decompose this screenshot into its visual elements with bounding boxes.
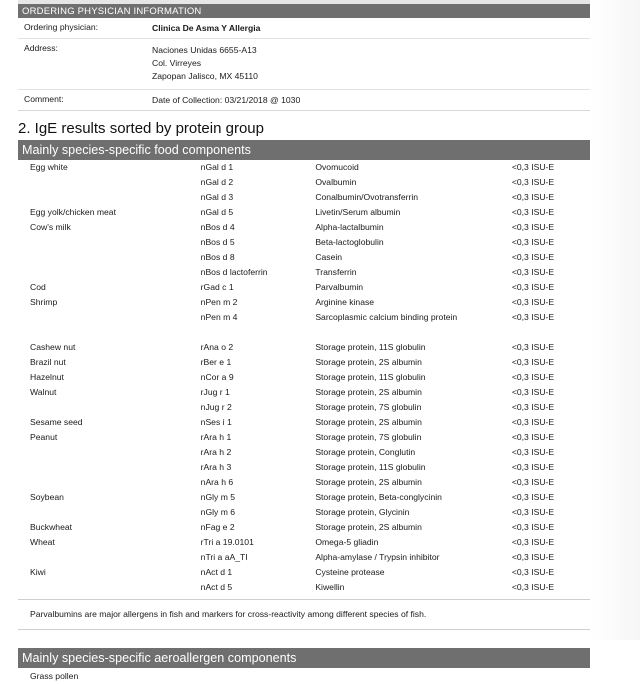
result-value: <0,3 ISU-E xyxy=(511,582,555,592)
result-value: <0,3 ISU-E xyxy=(511,462,555,472)
table-row xyxy=(18,190,590,205)
protein-name: Storage protein, 2S albumin xyxy=(315,357,422,367)
food-name: Wheat xyxy=(30,537,55,547)
result-value: <0,3 ISU-E xyxy=(511,477,555,487)
protein-name: Omega-5 gliadin xyxy=(315,537,379,547)
food-name xyxy=(18,460,201,475)
result-value: <0,3 ISU-E xyxy=(511,282,555,292)
table-row xyxy=(18,175,590,190)
protein-name: Storage protein, 2S albumin xyxy=(315,417,422,427)
component-code: nAct d 5 xyxy=(200,582,233,592)
result-value: <0,3 ISU-E xyxy=(511,207,555,217)
address-value xyxy=(152,39,590,89)
component-code: nBos d 4 xyxy=(200,222,235,232)
protein-name: Storage protein, Conglutin xyxy=(315,447,416,457)
table-row xyxy=(18,550,590,565)
table-row xyxy=(18,535,590,550)
info-line: Date of Collection: 03/21/2018 @ 1030 xyxy=(152,95,301,105)
food-name: Walnut xyxy=(30,387,57,397)
component-code: rJug r 1 xyxy=(200,387,230,397)
component-code: nSes i 1 xyxy=(200,417,232,427)
food-name: Egg yolk/chicken meat xyxy=(30,207,116,217)
info-row-comment xyxy=(18,90,590,110)
component-code: nGal d 1 xyxy=(200,162,234,172)
food-name xyxy=(18,235,201,250)
table-row xyxy=(18,490,590,505)
info-line: Zapopan Jalisco, MX 45110 xyxy=(152,71,258,81)
protein-name: Cysteine protease xyxy=(315,567,385,577)
food-section-header: Mainly species-specific food components xyxy=(18,140,590,160)
food-name: Sesame seed xyxy=(30,417,83,427)
food-name xyxy=(18,175,201,190)
result-value: <0,3 ISU-E xyxy=(511,447,555,457)
result-value: <0,3 ISU-E xyxy=(511,537,555,547)
component-code: nBos d 5 xyxy=(200,237,235,247)
component-code: nTri a aA_TI xyxy=(200,552,248,562)
table-row xyxy=(18,310,590,340)
component-code: nAra h 6 xyxy=(200,477,234,487)
comment-value xyxy=(152,90,590,110)
protein-name: Storage protein, Glycinin xyxy=(315,507,410,517)
component-code: rGad c 1 xyxy=(200,282,234,292)
result-value: <0,3 ISU-E xyxy=(511,267,555,277)
food-results-body xyxy=(18,160,590,595)
table-row xyxy=(18,250,590,265)
protein-name: Ovomucoid xyxy=(315,162,359,172)
table-row xyxy=(18,565,590,580)
food-name xyxy=(18,310,201,340)
protein-name: Storage protein, 11S globulin xyxy=(315,342,426,352)
table-row xyxy=(18,340,590,355)
result-value: <0,3 ISU-E xyxy=(511,567,555,577)
component-code: nGly m 6 xyxy=(200,507,236,517)
result-value: <0,3 ISU-E xyxy=(511,357,555,367)
table-row xyxy=(18,520,590,535)
component-code: nBos d lactoferrin xyxy=(200,267,268,277)
protein-name: Kiwellin xyxy=(315,582,345,592)
component-code: rAna o 2 xyxy=(200,342,234,352)
info-line: Naciones Unidas 6655-A13 xyxy=(152,45,257,55)
food-name: Soybean xyxy=(30,492,64,502)
food-results-table xyxy=(18,160,590,595)
protein-name: Transferrin xyxy=(315,267,357,277)
food-name xyxy=(18,475,201,490)
info-label: Comment: xyxy=(24,94,64,104)
result-value: <0,3 ISU-E xyxy=(511,312,555,322)
protein-name: Storage protein, Beta-conglycinin xyxy=(315,492,442,502)
table-row xyxy=(18,220,590,235)
component-code: nJug r 2 xyxy=(200,402,232,412)
results-heading: 2. IgE results sorted by protein group xyxy=(18,120,264,137)
protein-name: Beta-lactoglobulin xyxy=(315,237,384,247)
component-code: nGal d 3 xyxy=(200,192,234,202)
protein-name: Alpha-lactalbumin xyxy=(315,222,384,232)
table-row xyxy=(18,445,590,460)
result-value: <0,3 ISU-E xyxy=(511,402,555,412)
report-page xyxy=(18,0,590,681)
component-code: rTri a 19.0101 xyxy=(200,537,254,547)
component-code: nCor a 9 xyxy=(200,372,234,382)
food-name: Buckwheat xyxy=(30,522,73,532)
physician-info xyxy=(18,18,590,111)
food-name xyxy=(18,400,201,415)
food-name xyxy=(18,250,201,265)
food-name xyxy=(18,550,201,565)
component-code: nBos d 8 xyxy=(200,252,235,262)
protein-name: Conalbumin/Ovotransferrin xyxy=(315,192,419,202)
protein-name: Parvalbumin xyxy=(315,282,364,292)
result-value: <0,3 ISU-E xyxy=(511,252,555,262)
component-code: nAct d 1 xyxy=(200,567,233,577)
aero-section-header: Mainly species-specific aeroallergen components xyxy=(18,648,590,668)
protein-name: Storage protein, 11S globulin xyxy=(315,462,426,472)
parvalbumin-note: Parvalbumins are major allergens in fish and markers for cross-reactivity among different species of fish. xyxy=(18,599,590,630)
protein-name: Casein xyxy=(315,252,343,262)
protein-name: Ovalbumin xyxy=(315,177,357,187)
table-row xyxy=(18,460,590,475)
result-value: <0,3 ISU-E xyxy=(511,192,555,202)
table-row xyxy=(18,385,590,400)
table-row xyxy=(18,400,590,415)
component-code: nGal d 5 xyxy=(200,207,234,217)
result-value: <0,3 ISU-E xyxy=(511,552,555,562)
page-edge-shade xyxy=(590,0,640,640)
physician-section-header: ORDERING PHYSICIAN INFORMATION xyxy=(18,4,590,18)
food-name: Shrimp xyxy=(30,297,58,307)
food-name xyxy=(18,445,201,460)
food-name xyxy=(18,265,201,280)
result-value: <0,3 ISU-E xyxy=(511,432,555,442)
table-row xyxy=(18,580,590,595)
component-code: nGly m 5 xyxy=(200,492,236,502)
info-row-physician xyxy=(18,18,590,39)
protein-name: Alpha-amylase / Trypsin inhibitor xyxy=(315,552,440,562)
table-row xyxy=(18,355,590,370)
result-value: <0,3 ISU-E xyxy=(511,237,555,247)
table-row xyxy=(18,370,590,385)
table-row xyxy=(18,505,590,520)
result-value: <0,3 ISU-E xyxy=(511,417,555,427)
table-row xyxy=(18,160,590,175)
food-name: Peanut xyxy=(30,432,58,442)
physician-name xyxy=(152,18,590,38)
component-code: rBer e 1 xyxy=(200,357,232,367)
component-code: nGal d 2 xyxy=(200,177,234,187)
protein-name: Storage protein, 2S albumin xyxy=(315,522,422,532)
food-name: Cow's milk xyxy=(30,222,71,232)
result-value: <0,3 ISU-E xyxy=(511,387,555,397)
aero-first-item: Grass pollen xyxy=(30,671,79,681)
protein-name: Livetin/Serum albumin xyxy=(315,207,401,217)
table-row xyxy=(18,475,590,490)
result-value: <0,3 ISU-E xyxy=(511,342,555,352)
info-line: Clinica De Asma Y Allergia xyxy=(152,23,261,33)
food-name xyxy=(18,580,201,595)
info-label: Ordering physician: xyxy=(24,22,99,32)
component-code: nPen m 2 xyxy=(200,297,238,307)
food-name: Hazelnut xyxy=(30,372,64,382)
result-value: <0,3 ISU-E xyxy=(511,522,555,532)
result-value: <0,3 ISU-E xyxy=(511,222,555,232)
info-row-address xyxy=(18,39,590,90)
info-label: Address: xyxy=(24,43,58,53)
protein-name: Storage protein, 7S globulin xyxy=(315,402,422,412)
result-value: <0,3 ISU-E xyxy=(511,162,555,172)
table-row xyxy=(18,205,590,220)
info-line: Col. Virreyes xyxy=(152,58,202,68)
protein-name: Arginine kinase xyxy=(315,297,375,307)
table-row xyxy=(18,280,590,295)
table-row xyxy=(18,295,590,310)
food-name: Egg white xyxy=(30,162,68,172)
food-name xyxy=(18,505,201,520)
table-row xyxy=(18,415,590,430)
table-row xyxy=(18,430,590,445)
component-code: nPen m 4 xyxy=(200,312,238,322)
result-value: <0,3 ISU-E xyxy=(511,177,555,187)
component-code: nFag e 2 xyxy=(200,522,235,532)
result-value: <0,3 ISU-E xyxy=(511,507,555,517)
protein-name: Storage protein, 7S globulin xyxy=(315,432,422,442)
protein-name: Storage protein, 11S globulin xyxy=(315,372,426,382)
food-name xyxy=(18,190,201,205)
result-value: <0,3 ISU-E xyxy=(511,492,555,502)
food-name: Brazil nut xyxy=(30,357,66,367)
protein-name: Storage protein, 2S albumin xyxy=(315,387,422,397)
food-name: Cashew nut xyxy=(30,342,76,352)
table-row xyxy=(18,235,590,250)
result-value: <0,3 ISU-E xyxy=(511,372,555,382)
protein-name: Sarcoplasmic calcium binding protein xyxy=(315,312,458,322)
food-name: Kiwi xyxy=(30,567,46,577)
protein-name: Storage protein, 2S albumin xyxy=(315,477,422,487)
food-name: Cod xyxy=(30,282,46,292)
component-code: rAra h 3 xyxy=(200,462,232,472)
component-code: rAra h 1 xyxy=(200,432,232,442)
table-row xyxy=(18,265,590,280)
result-value: <0,3 ISU-E xyxy=(511,297,555,307)
component-code: rAra h 2 xyxy=(200,447,232,457)
